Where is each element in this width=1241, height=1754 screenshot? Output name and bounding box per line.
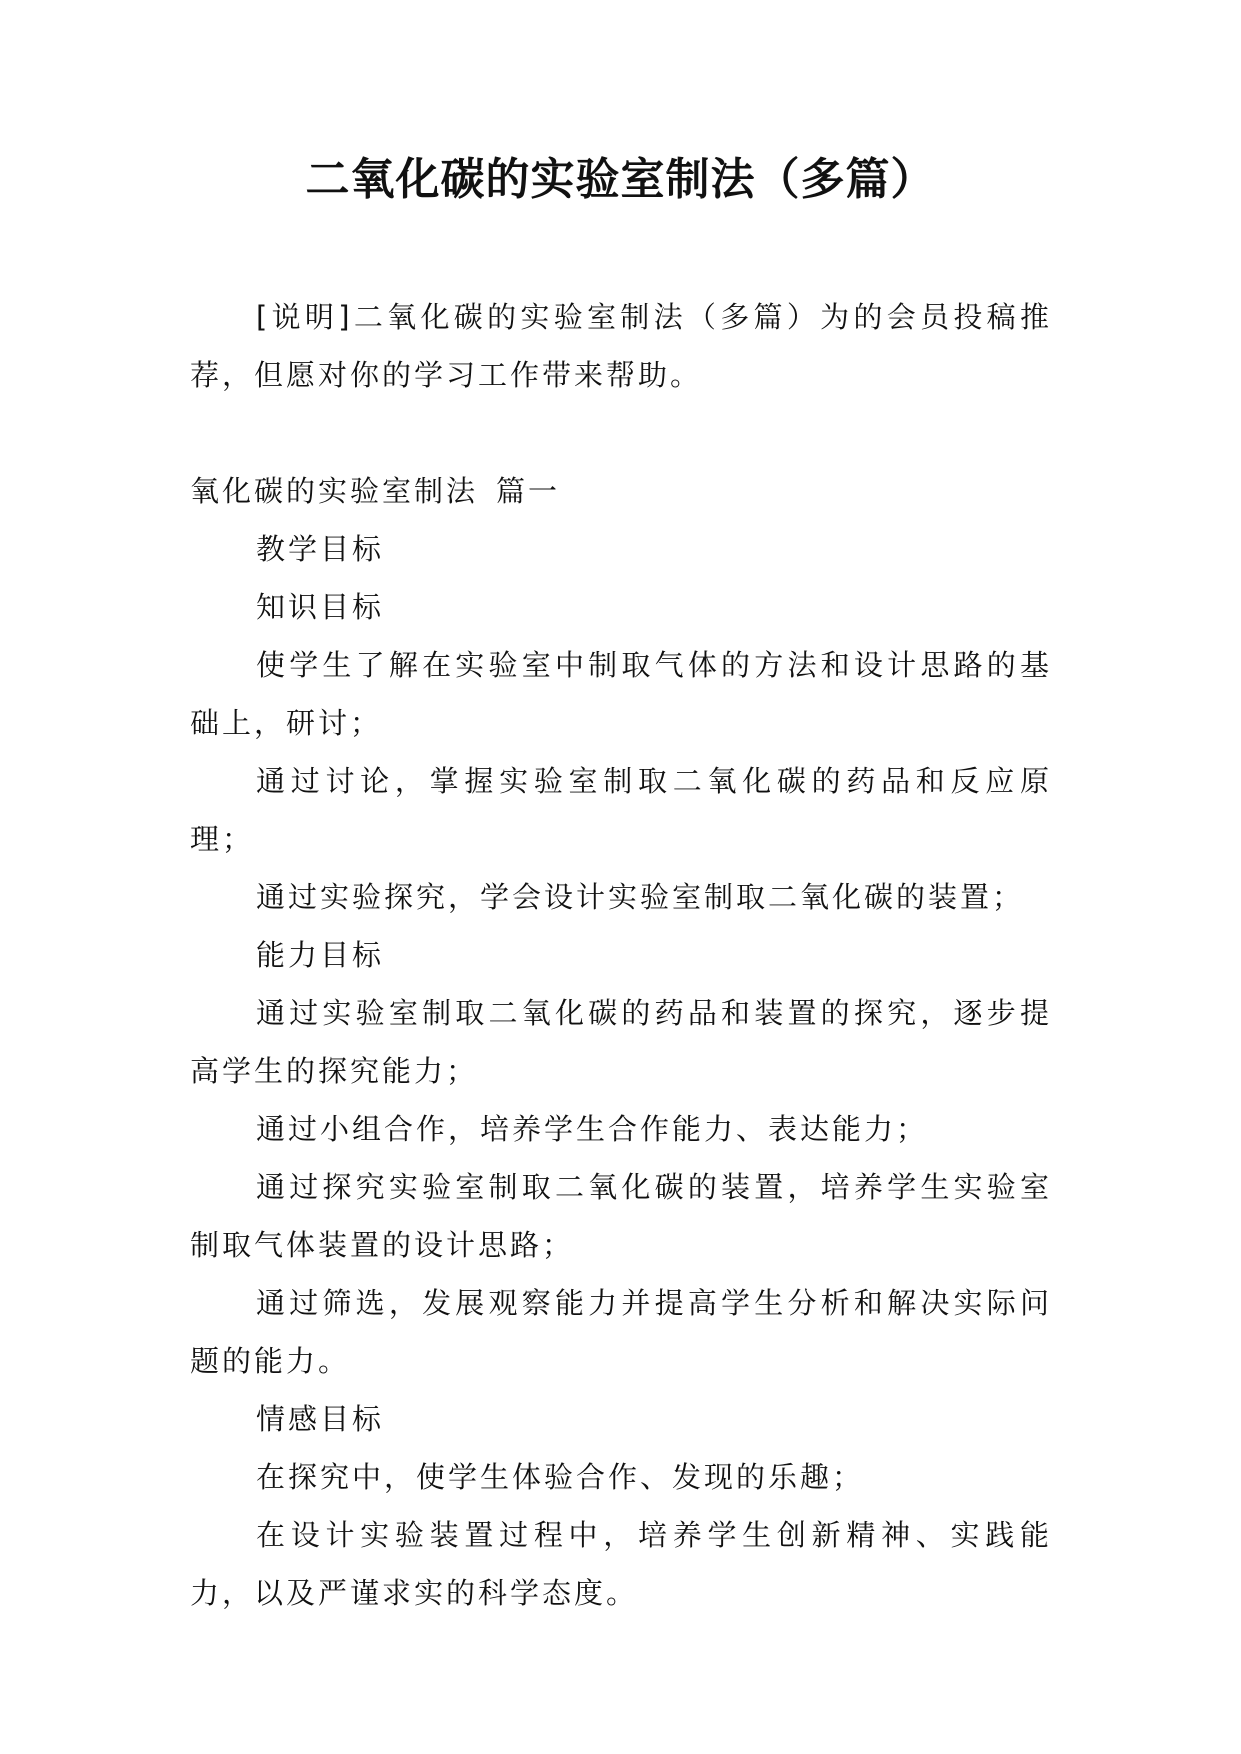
paragraph: 在设计实验装置过程中，培养学生创新精神、实践能力，以及严谨求实的科学态度。 [190,1518,1052,1610]
document-body [190,288,1052,1622]
paragraph: 通过讨论，掌握实验室制取二氧化碳的药品和反应原理； [190,764,1052,856]
paragraph: 通过探究实验室制取二氧化碳的装置，培养学生实验室制取气体装置的设计思路； [190,1170,1052,1262]
paragraph-knowledge-goals: 知识目标 [256,590,385,624]
paragraph: 通过实验探究，学会设计实验室制取二氧化碳的装置； [256,880,1025,914]
section-heading-text: 氧化碳的实验室制法 [190,474,479,508]
document-title: 二氧化碳的实验室制法（多篇） [305,154,936,205]
paragraph: 通过筛选，发展观察能力并提高学生分析和解决实际问题的能力。 [190,1286,1052,1378]
paragraph: 通过小组合作，培养学生合作能力、表达能力； [256,1112,929,1146]
paragraph: 通过实验室制取二氧化碳的药品和装置的探究，逐步提高学生的探究能力； [190,996,1052,1088]
intro-paragraph: [说明]二氧化碳的实验室制法（多篇）为的会员投稿推荐，但愿对你的学习工作带来帮助。 [190,300,1052,392]
section-heading [190,462,1052,520]
paragraph: 在探究中，使学生体验合作、发现的乐趣； [256,1460,865,1494]
paragraph-ability-goals: 能力目标 [256,938,385,972]
paragraph-emotion-goals: 情感目标 [256,1402,385,1436]
paragraph: 使学生了解在实验室中制取气体的方法和设计思路的基础上，研讨； [190,648,1052,740]
paragraph-teaching-goals: 教学目标 [256,532,385,566]
section-tag: 篇一 [496,474,561,508]
